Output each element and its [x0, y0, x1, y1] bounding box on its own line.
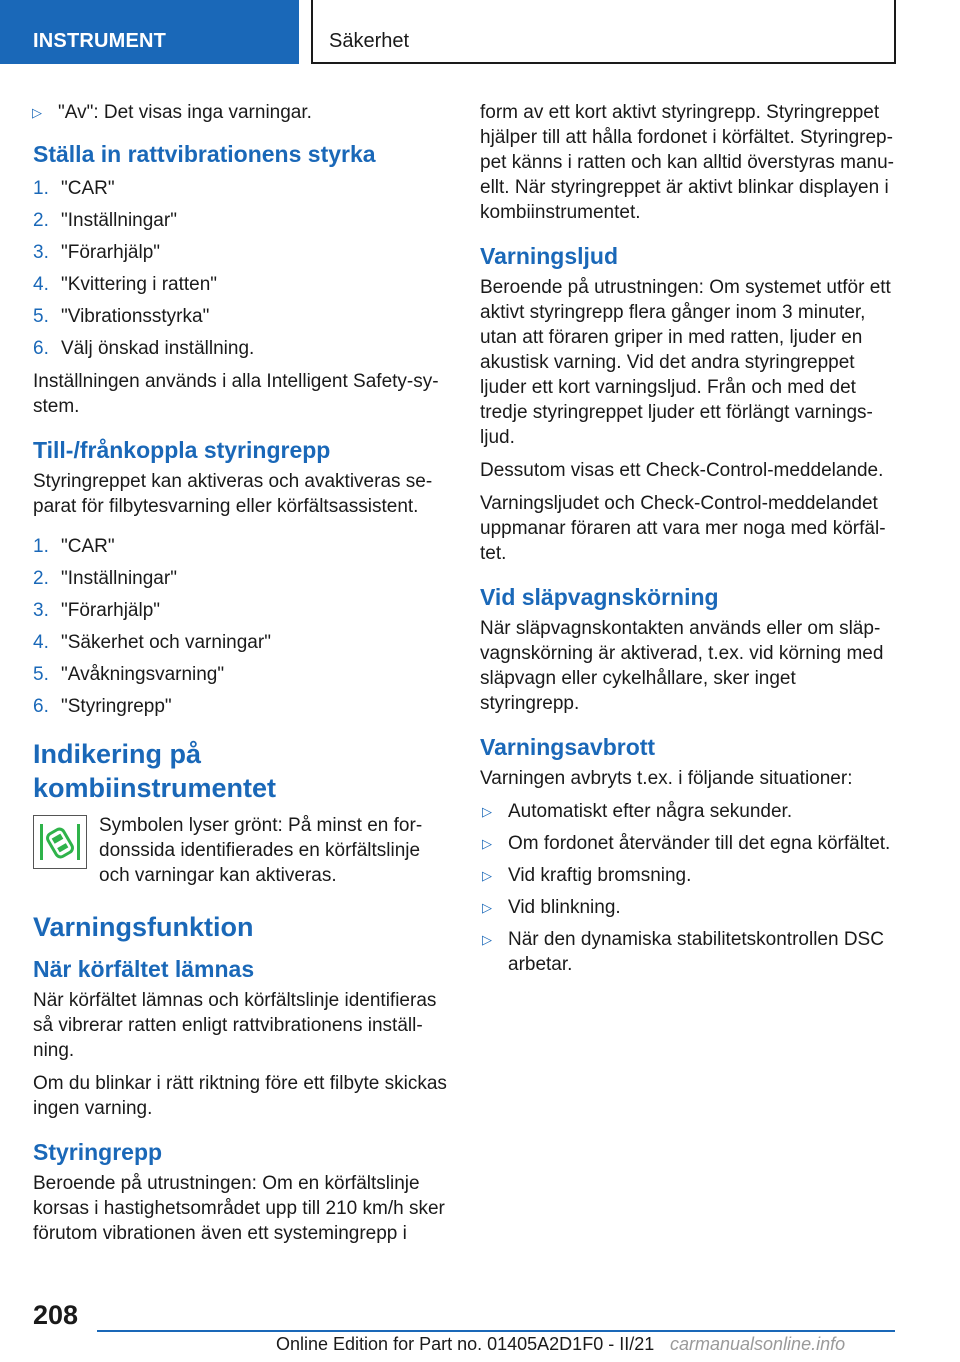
- list-item: 5. "Vibrationsstyrka": [33, 306, 210, 327]
- triangle-bullet-icon: ▷: [32, 105, 42, 120]
- steer-text: Beroende på utrustningen: Om en körfältslinje korsas i hastighetsområdet upp till 210 km/h sker förutom vibrationen även ett systemingrepp i: [33, 1173, 445, 1244]
- heading-trailer: Vid släpvagnskörning: [480, 584, 719, 610]
- triangle-bullet-icon: ▷: [482, 932, 492, 947]
- watermark: carmanualsonline.info: [670, 1334, 846, 1354]
- section-label: INSTRUMENT: [33, 30, 167, 52]
- list-item: 2. "Inställningar": [33, 210, 177, 231]
- list-item: 3. "Förarhjälp": [33, 242, 161, 263]
- intro-list: [0, 100, 451, 125]
- toggle-text: Styringreppet kan aktiveras och avaktiveras separat för filbytesvarning eller körfältsassistent.: [33, 471, 433, 517]
- chapter-label: Säkerhet: [329, 30, 410, 52]
- list-item: 6. Välj önskad inställning.: [33, 338, 255, 359]
- heading-steer: Styringrepp: [33, 1139, 163, 1165]
- steer-continued: form av ett kort aktivt styringrepp. Styringreppet hjälper till att hålla fordonet i körfältet. Styringreppet känns i ratten och kan alltid överstyras manuellt. När styringreppet är aktivt blinkar displayen i kombiinstrumentet.: [480, 102, 894, 223]
- lane-departure-icon: [33, 815, 87, 869]
- list-item: 1. "CAR": [33, 536, 115, 557]
- vibration-note: Inställningen används i alla Intelligent Safety-system.: [33, 371, 439, 417]
- list-item: ▷ Vid kraftig bromsning.: [482, 865, 692, 886]
- edition-note: Online Edition for Part no. 01405A2D1F0 - II/21: [276, 1334, 655, 1354]
- list-item: ▷ Vid blinkning.: [482, 897, 621, 918]
- heading-toggle: Till-/frånkoppla styringrepp: [33, 437, 331, 463]
- leave-p1: När körfältet lämnas och körfältslinje identifieras så vibrerar ratten enligt rattvibrationens inställning.: [33, 990, 437, 1061]
- triangle-bullet-icon: ▷: [482, 804, 492, 819]
- list-item: ▷ Automatiskt efter några sekunder.: [482, 801, 793, 822]
- indication-row: [33, 813, 451, 888]
- trailer-text: När släpvagnskontakten används eller om släpvagnskörning är aktiverad, t.ex. vid körning med släpvagn eller cykelhållare, sker inget styringrepp.: [480, 618, 884, 714]
- list-item: ▷ Om fordonet återvänder till det egna körfältet.: [482, 833, 891, 854]
- vibration-steps: [33, 173, 451, 365]
- indication-text: Symbolen lyser grönt: På minst en fordonssida identifierades en körfältslinje och varningar kan aktiveras.: [99, 815, 423, 886]
- page-number: 208: [33, 1300, 79, 1330]
- triangle-bullet-icon: ▷: [482, 868, 492, 883]
- list-item: ▷ När den dynamiska stabilitetskontrollen DSC arbetar.: [482, 929, 884, 975]
- heading-abort: Varningsavbrott: [480, 734, 656, 760]
- list-item: 6. "Styringrepp": [33, 696, 172, 717]
- heading-leave: När körfältet lämnas: [33, 956, 255, 982]
- sound-p3: Varningsljudet och Check-Control-meddelandet uppmanar föraren att vara mer noga med körfältet.: [480, 493, 886, 564]
- list-item: 3. "Förarhjälp": [33, 600, 161, 621]
- heading-vibration: Ställa in rattvibrationens styrka: [33, 141, 376, 167]
- heading-sound: Varningsljud: [480, 243, 619, 269]
- list-item: 1. "CAR": [33, 178, 115, 199]
- list-item: ▷ "Av": Det visas inga varningar.: [32, 102, 312, 123]
- heading-function: Varningsfunktion: [33, 912, 254, 942]
- abort-list: [480, 799, 900, 977]
- chapter-tab: [311, 0, 896, 64]
- list-item: 4. "Kvittering i ratten": [33, 274, 218, 295]
- leave-p2: Om du blinkar i rätt riktning före ett filbyte skickas ingen varning.: [33, 1073, 447, 1119]
- list-item: 4. "Säkerhet och varningar": [33, 632, 271, 653]
- toggle-steps: [33, 531, 451, 723]
- heading-indication: Indikering på kombiinstrumentet: [33, 739, 277, 803]
- list-item: 2. "Inställningar": [33, 568, 177, 589]
- triangle-bullet-icon: ▷: [482, 836, 492, 851]
- list-item: 5. "Avåkningsvarning": [33, 664, 225, 685]
- section-tab: [0, 0, 299, 64]
- left-column: [33, 100, 451, 1254]
- sound-p2: Dessutom visas ett Check-Control-meddelande.: [480, 460, 884, 481]
- right-column: [480, 100, 900, 984]
- abort-text: Varningen avbryts t.ex. i följande situationer:: [480, 768, 853, 789]
- footer-divider: [97, 1330, 895, 1332]
- triangle-bullet-icon: ▷: [482, 900, 492, 915]
- sound-p1: Beroende på utrustningen: Om systemet utför ett aktivt styringrepp flera gånger inom 3 minuter, utan att föraren griper in med ratten, ljuder en akustisk varning. Vid det andra styringreppet ljuder ett kort varningsljud. Från och med det tredje styringreppet ljuder ett förlängt varningsljud.: [480, 277, 891, 448]
